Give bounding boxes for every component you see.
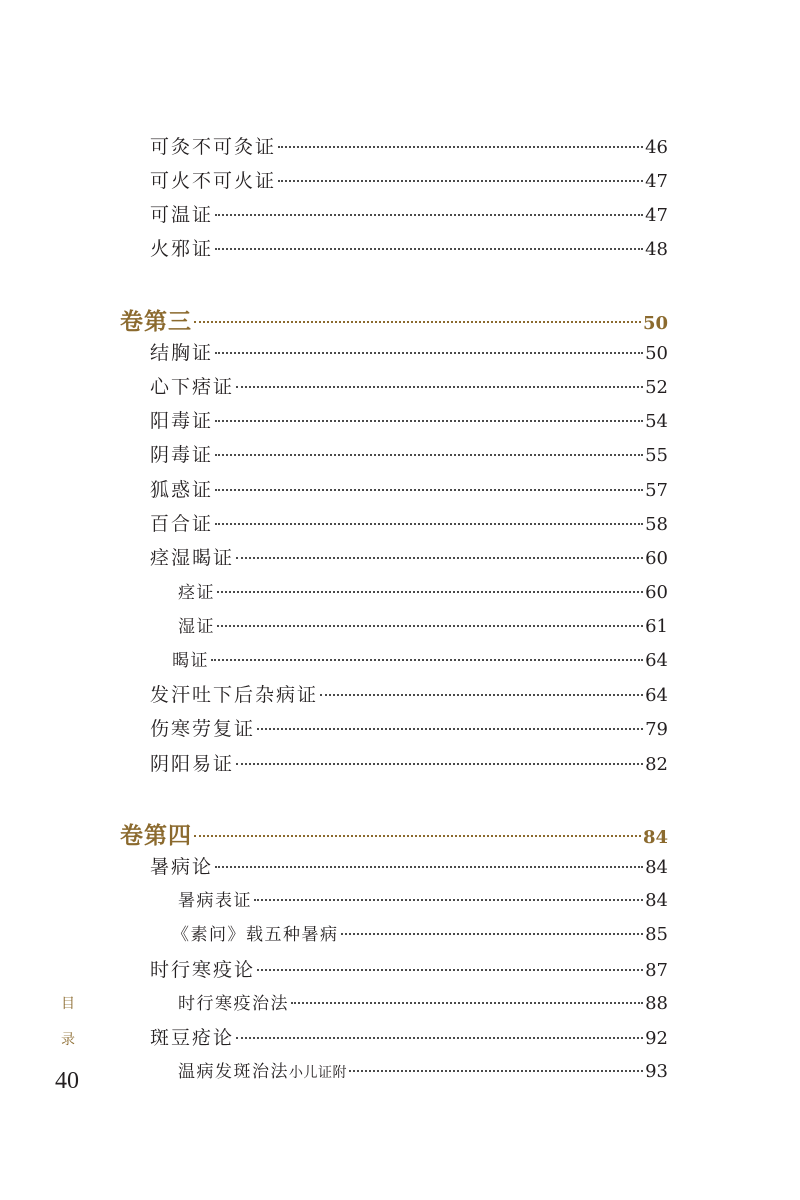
dot-leader [236,557,643,559]
toc-entry-title: 伤寒劳复证 [150,718,256,740]
toc-subentry[interactable] [178,1057,668,1082]
toc-entry-page: 84 [645,857,668,878]
toc-entry-title: 痉证 [178,583,215,603]
page-number: 40 [55,1068,79,1094]
toc-entry-title: 可灸不可灸证 [150,136,277,158]
toc-entry-page: 47 [645,171,668,192]
dot-leader [217,591,643,593]
toc-entry[interactable] [150,440,668,467]
toc-entry-title: 痉湿暍证 [150,547,235,569]
dot-leader [215,420,643,422]
toc-entry-title: 暍证 [172,651,209,671]
dot-leader [278,146,643,148]
dot-leader [341,933,644,935]
toc-entry-page: 82 [645,754,668,775]
toc-entry-title: 可火不可火证 [150,170,277,192]
volume-heading[interactable] [120,303,668,336]
dot-leader [236,763,643,765]
toc-entry[interactable] [150,475,668,502]
volume-page: 84 [642,827,668,848]
dot-leader [194,321,641,323]
toc-entry-page: 50 [645,343,668,364]
toc-entry-title: 火邪证 [150,238,214,260]
toc-entry-title: 结胸证 [150,342,214,364]
toc-entry-title: 暑病表证 [178,891,252,911]
toc-entry-title: 湿证 [178,617,215,637]
toc-entry-title: 心下痞证 [150,376,235,398]
toc-entry-page: 58 [645,514,668,535]
toc-entry[interactable] [150,543,668,570]
dot-leader [215,248,643,250]
volume-title: 卷第三 [120,308,192,335]
side-label-lu: 录 [61,1032,75,1048]
dot-leader [215,214,643,216]
toc-entry[interactable] [150,234,668,261]
toc-entry[interactable] [150,200,668,227]
dot-leader [278,180,643,182]
toc-entry-title: 狐惑证 [150,479,214,501]
toc-entry-title: 阳毒证 [150,410,214,432]
toc-entry-page: 57 [645,480,668,501]
volume-title: 卷第四 [120,822,192,849]
toc-entry-title: 可温证 [150,204,214,226]
toc-entry-title: 时行寒疫治法 [178,994,289,1014]
toc-subentry[interactable] [178,612,668,637]
toc-entry-page: 55 [645,445,668,466]
dot-leader [236,1037,643,1039]
toc-entry-page: 64 [645,650,668,671]
toc-entry-page: 84 [645,890,668,911]
volume-page: 50 [642,313,668,334]
dot-leader [254,899,643,901]
dot-leader [215,454,643,456]
toc-entry-title: 发汗吐下后杂病证 [150,684,319,706]
toc-entry-title: 阴毒证 [150,444,214,466]
dot-leader [236,386,643,388]
toc-entry-page: 85 [645,924,668,945]
toc-entry-page: 92 [645,1028,668,1049]
toc-entry-page: 60 [645,548,668,569]
toc-entry[interactable] [150,132,668,159]
toc-entry-page: 47 [645,205,668,226]
toc-entry-title: 《素问》载五种暑病 [172,925,339,945]
toc-entry-title: 暑病论 [150,856,214,878]
toc-entry[interactable] [150,372,668,399]
toc-entry[interactable] [150,1023,668,1050]
toc-subentry[interactable] [178,886,668,911]
dot-leader [349,1070,643,1072]
toc-entry-title: 温病发斑治法 [178,1062,289,1082]
toc-entry[interactable] [150,338,668,365]
dot-leader [291,1002,643,1004]
toc-entry[interactable] [150,509,668,536]
toc-entry[interactable] [150,749,668,776]
dot-leader [320,694,643,696]
dot-leader [215,352,643,354]
toc-entry-page: 52 [645,377,668,398]
dot-leader [194,835,641,837]
toc-entry-page: 61 [645,616,668,637]
toc-entry[interactable] [150,680,668,707]
toc-entry-subtitle: 小儿证附 [289,1065,347,1081]
toc-entry-page: 64 [645,685,668,706]
dot-leader [257,969,643,971]
toc-entry-page: 54 [645,411,668,432]
toc-entry-page: 46 [645,137,668,158]
toc-subentry[interactable] [178,989,668,1014]
dot-leader [257,728,643,730]
dot-leader [215,489,643,491]
toc-entry-title: 斑豆疮论 [150,1027,235,1049]
toc-entry-page: 79 [645,719,668,740]
toc-entry[interactable] [150,166,668,193]
toc-subentry[interactable] [178,578,668,603]
dot-leader [211,659,643,661]
toc-entry-title: 时行寒疫论 [150,959,256,981]
toc-entry-title: 百合证 [150,513,214,535]
dot-leader [217,625,643,627]
toc-entry-page: 93 [645,1061,668,1082]
toc-entry[interactable] [150,406,668,433]
toc-entry-page: 48 [645,239,668,260]
toc-entry-title: 阴阳易证 [150,753,235,775]
toc-entry[interactable] [150,955,668,982]
side-label-mu: 目 [61,996,75,1012]
toc-entry[interactable] [150,714,668,741]
dot-leader [215,866,643,868]
toc-entry-page: 87 [645,960,668,981]
toc-entry-page: 60 [645,582,668,603]
toc-subentry[interactable] [172,646,668,671]
dot-leader [215,523,643,525]
volume-heading[interactable] [120,817,668,850]
toc-subentry[interactable] [172,920,668,945]
toc-entry[interactable] [150,852,668,879]
toc-entry-page: 88 [645,993,668,1014]
